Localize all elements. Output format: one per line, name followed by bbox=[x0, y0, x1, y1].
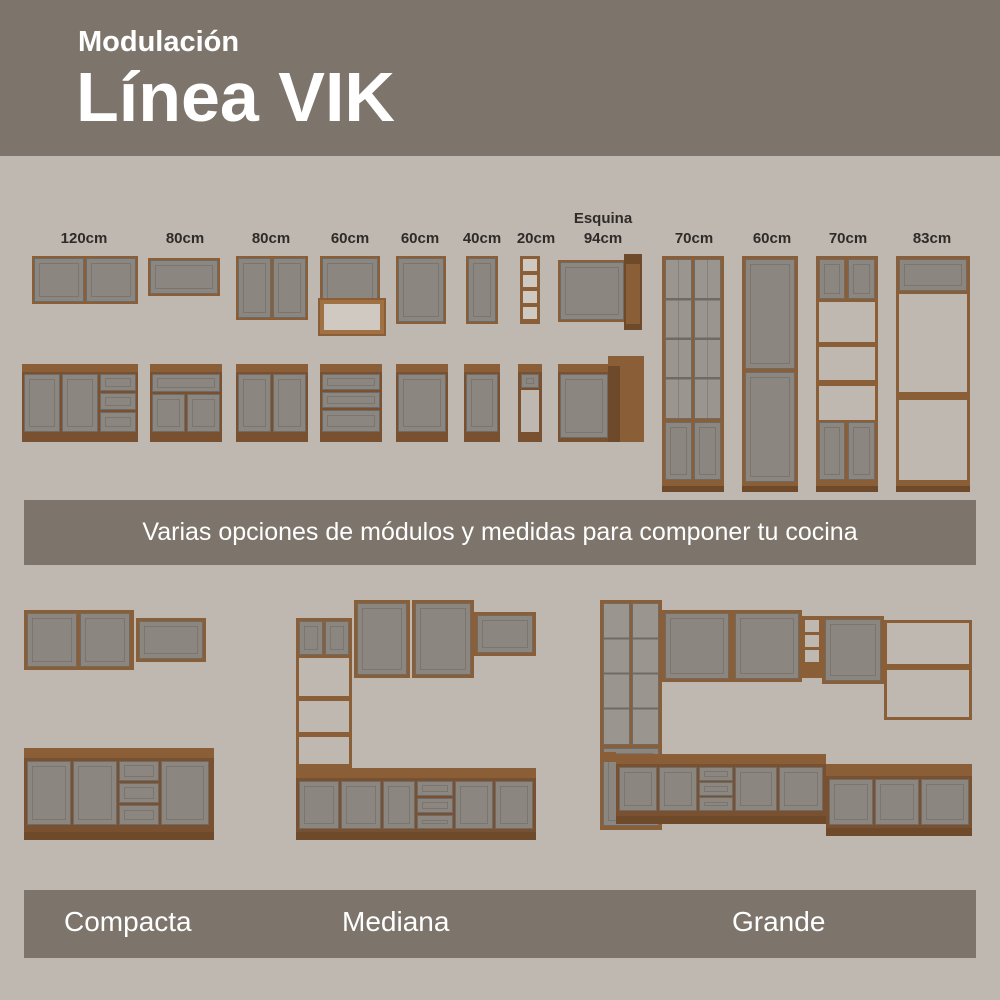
page-title: Línea VIK bbox=[76, 58, 395, 136]
module-label-esquina-size: 94cm bbox=[583, 230, 623, 247]
module-base-20cm bbox=[518, 364, 542, 442]
module-base-corner-94cm bbox=[558, 356, 644, 442]
kitchen-label-grande: Grande bbox=[732, 906, 826, 937]
module-label-esquina: Esquina bbox=[573, 210, 633, 227]
kitchen-label-compacta: Compacta bbox=[64, 906, 192, 937]
header-kicker: Modulación bbox=[78, 26, 240, 58]
module-base-80cm-drawers bbox=[150, 364, 222, 442]
module-label-60cm-a: 60cm bbox=[330, 230, 370, 247]
module-base-40cm bbox=[464, 364, 500, 442]
module-base-60cm-door bbox=[396, 364, 448, 442]
kitchen-grande bbox=[600, 592, 976, 852]
module-label-60cm-b: 60cm bbox=[400, 230, 440, 247]
module-wall-60cm-tall bbox=[396, 256, 446, 324]
footer-banner bbox=[24, 890, 976, 958]
module-label-80cm-a: 80cm bbox=[165, 230, 205, 247]
module-tall-83cm-oven-tower bbox=[896, 256, 970, 486]
module-wall-20cm-shelves bbox=[520, 256, 540, 324]
info-banner-text: Varias opciones de módulos y medidas para componer tu cocina bbox=[142, 518, 858, 546]
module-label-40cm: 40cm bbox=[462, 230, 502, 247]
module-tall-60cm-base bbox=[742, 486, 798, 492]
module-tall-70cm-open bbox=[816, 256, 878, 486]
module-label-20cm: 20cm bbox=[516, 230, 556, 247]
module-base-80cm-2doors bbox=[236, 364, 308, 442]
module-tall-70cm-glass-base bbox=[662, 486, 724, 492]
module-label-120cm: 120cm bbox=[60, 230, 108, 247]
module-base-120cm bbox=[22, 364, 138, 442]
module-wall-120cm bbox=[32, 256, 138, 304]
module-label-70cm-a: 70cm bbox=[674, 230, 714, 247]
module-wall-80cm-lift bbox=[148, 258, 220, 296]
module-label-70cm-b: 70cm bbox=[828, 230, 868, 247]
kitchen-label-mediana: Mediana bbox=[342, 906, 450, 937]
module-tall-60cm bbox=[742, 256, 798, 486]
modules-section bbox=[0, 156, 1000, 492]
kitchen-mediana bbox=[296, 600, 536, 845]
kitchen-compositions bbox=[0, 580, 1000, 880]
module-label-80cm-b: 80cm bbox=[251, 230, 291, 247]
header-banner bbox=[0, 0, 1000, 156]
module-tall-83cm-base bbox=[896, 486, 970, 492]
module-open-shelf-60cm bbox=[318, 298, 386, 336]
module-label-83cm: 83cm bbox=[912, 230, 952, 247]
module-label-60cm-c: 60cm bbox=[752, 230, 792, 247]
info-banner bbox=[24, 500, 976, 565]
kitchen-compacta bbox=[24, 610, 214, 840]
module-tall-70cm-open-base bbox=[816, 486, 878, 492]
module-tall-70cm-glass bbox=[662, 256, 724, 486]
module-wall-80cm-2doors bbox=[236, 256, 308, 320]
module-base-60cm-drawers bbox=[320, 364, 382, 442]
module-wall-corner-94cm bbox=[558, 254, 642, 330]
module-wall-40cm bbox=[466, 256, 498, 324]
